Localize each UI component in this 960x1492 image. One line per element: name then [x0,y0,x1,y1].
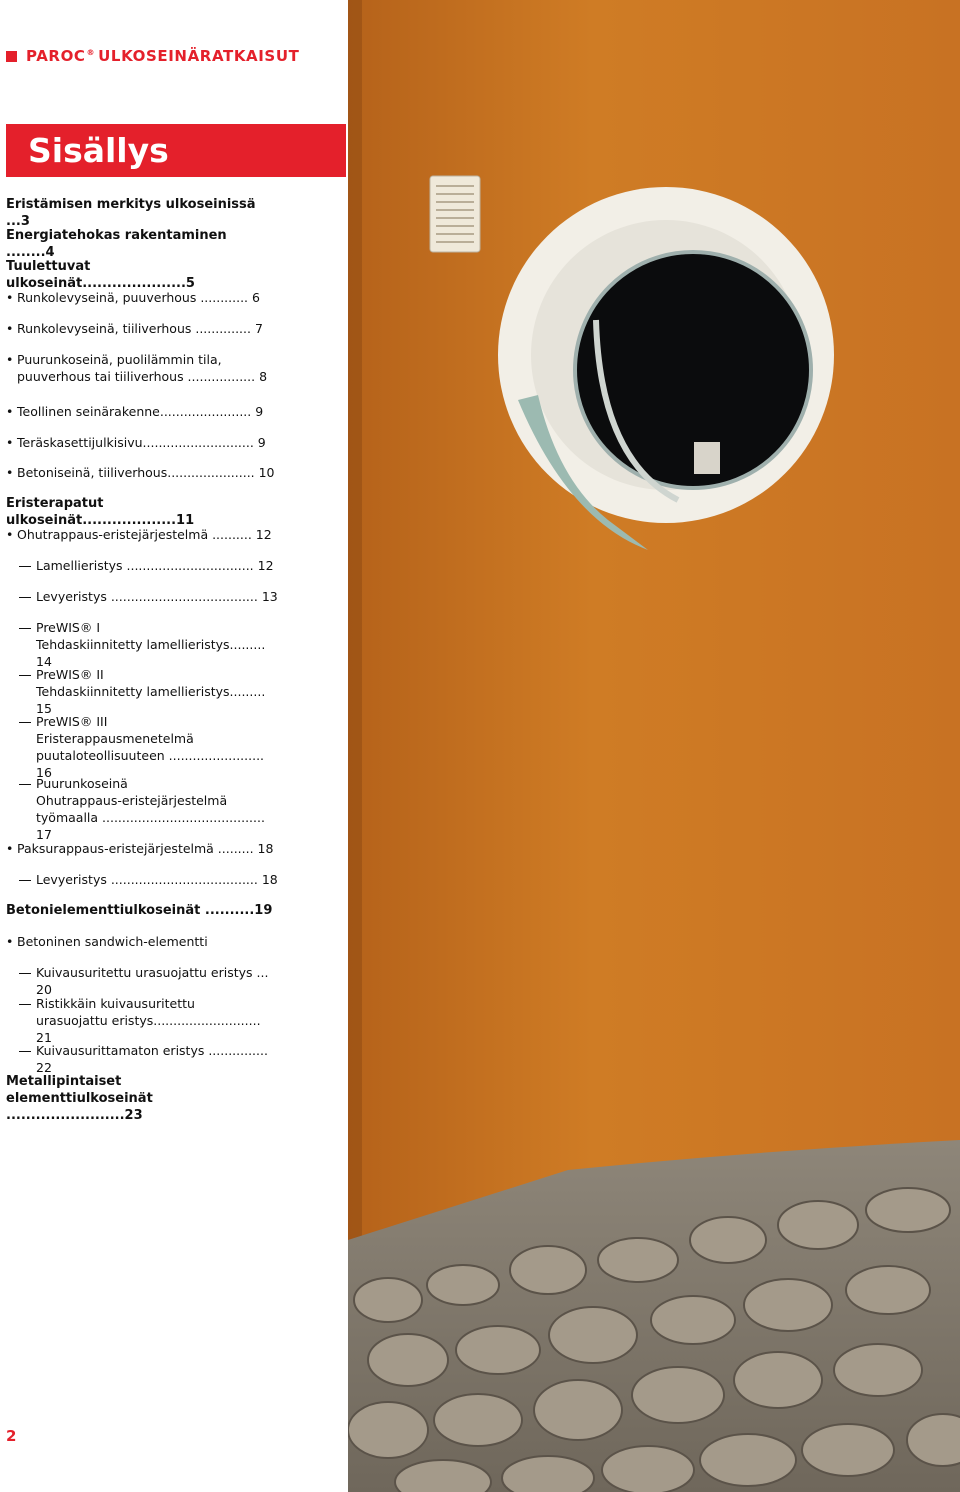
toc-entry [6,995,278,1046]
toc-entry [6,557,278,574]
toc-entry [6,464,278,481]
toc-entry-line: • Betoniseinä, tiiliverhous...................... 10 [17,465,275,480]
toc-entry [6,320,278,337]
toc-entry-line: elementtiulkoseinät ........................23 [6,1091,153,1123]
toc-entry-line: Kuivausurittamaton eristys ............... 22 [36,1043,268,1075]
toc-entry-line: • Paksurappaus-eristejärjestelmä ......... 18 [17,841,274,856]
toc-entry [6,902,278,919]
toc-entry [6,619,278,670]
toc-entry-line: puutaloteollisuuteen ........................ 16 [36,748,265,780]
toc-entry [6,227,278,261]
toc-entry-line: • Teollinen seinärakenne....................... 9 [17,404,264,419]
toc-entry-line: PreWIS® II [36,667,104,682]
toc-entry [6,403,278,420]
toc-entry [6,588,278,605]
toc-entry [6,526,278,543]
page-number: 2 [6,1427,17,1445]
page-header [6,47,299,65]
page-title: Sisällys [28,131,169,170]
toc-entry-line: Levyeristys ..................................... 13 [36,589,278,604]
toc-entry [6,289,278,306]
toc-entry-line: Puurunkoseinä [36,776,128,791]
toc-entry-line: Eristerapatut ulkoseinät...................11 [6,496,195,528]
red-square-icon [6,51,17,62]
toc-entry-line: urasuojattu eristys........................... 21 [36,1013,261,1045]
toc-entry [6,434,278,451]
toc-entry [6,840,278,857]
toc-entry-line: PreWIS® I [36,620,101,635]
toc-entry [6,713,278,781]
photo-orange-wall-round-window [348,0,960,1492]
toc-entry-line: Levyeristys ..................................... 18 [36,872,278,887]
toc-entry-line: Eristerappausmenetelmä [36,731,194,746]
toc-entry [6,1042,278,1076]
toc-entry [6,258,278,292]
toc-entry [6,933,278,950]
toc-entry [6,871,278,888]
header-text: PAROC® ULKOSEINÄRATKAISUT [26,47,300,65]
toc-entry [6,351,278,385]
toc-entry-line: Tehdaskiinnitetty lamellieristys......... 15 [36,684,266,716]
toc-entry-line: • Puurunkoseinä, puolilämmin tila, [17,352,222,367]
toc-entry-line: Energiatehokas rakentaminen ........4 [6,228,227,260]
toc-entry [6,1073,278,1124]
toc-entry-line: Kuivausuritettu urasuojattu eristys ... 20 [36,965,269,997]
vent-grille [430,176,480,252]
toc-entry-line: Eristämisen merkitys ulkoseinissä ...3 [6,197,256,229]
toc-entry-line: Betonielementtiulkoseinät ..........19 [6,903,273,918]
toc-entry [6,964,278,998]
toc-entry-line: • Ohutrappaus-eristejärjestelmä .......... 12 [17,527,272,542]
toc-entry-line: puuverhous tai tiiliverhous ................. 8 [17,369,268,384]
toc-entry-line: Ohutrappaus-eristejärjestelmä [36,793,228,808]
toc-entry-line: Metallipintaiset [6,1074,122,1089]
toc-entry [6,196,278,230]
toc-entry-line: työmaalla ......................................... 17 [36,810,265,842]
toc-entry-line: Ristikkäin kuivausuritettu [36,996,195,1011]
toc-entry-line: Tehdaskiinnitetty lamellieristys......... 14 [36,637,266,669]
toc-entry-line: Tuulettuvat ulkoseinät.....................5 [6,259,195,291]
toc-entry [6,666,278,717]
toc-entry-line: PreWIS® III [36,714,108,729]
title-bar [6,124,346,177]
toc-entry [6,775,278,843]
toc-entry [6,495,278,529]
toc-entry-line: • Betoninen sandwich-elementti [17,934,208,949]
toc-entry-line: • Runkolevyseinä, tiiliverhous .............. 7 [17,321,263,336]
toc-entry-line: Lamellieristys ................................ 12 [36,558,274,573]
toc-entry-line: • Runkolevyseinä, puuverhous ............ 6 [17,290,260,305]
toc-entry-line: • Teräskasettijulkisivu............................ 9 [17,435,266,450]
